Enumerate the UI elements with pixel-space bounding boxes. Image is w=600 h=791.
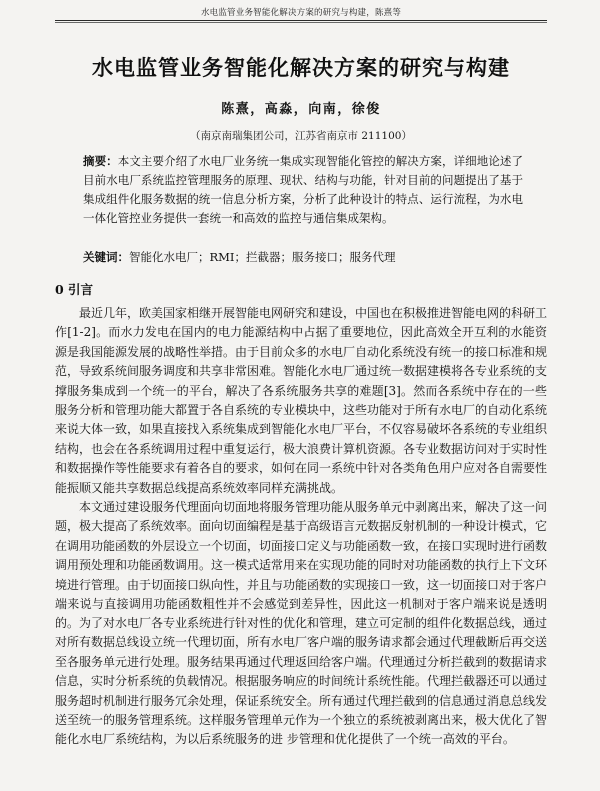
abstract-text: 本文主要介绍了水电厂业务统一集成实现智能化管控的解决方案，详细地论述了目前水电厂系统监控管理服务的原理、现状、结构与功能，针对目前的问题提出了基于集成组件化服务数据的统一信息分析方案，分析了此种设计的特点、运行流程，为水电一体化管控业务提供一套统一和高效的监控与通信集成架构。 <box>83 154 524 225</box>
keywords-label: 关键词： <box>83 250 129 264</box>
keywords-text: 智能化水电厂；RMI；拦截器；服务接口；服务代理 <box>129 250 396 264</box>
header-rule-thick <box>55 20 547 21</box>
page-title: 水电监管业务智能化解决方案的研究与构建 <box>92 55 510 80</box>
author-list: 陈熹，高淼，向南，徐俊 <box>221 102 381 117</box>
keywords-block <box>83 248 523 267</box>
header-rule-thin <box>55 22 547 23</box>
paragraph: 本文通过建设服务代理面向切面地将服务管理功能从服务单元中剥离出来，解决了这一问题，极大提高了系统效率。面向切面编程是基于高级语言元数据反射机制的一种设计模式，它在调用功能函数的外层设立一个切面，切面接口定义与功能函数一致，在接口实现时进行函数调用预处理和功能函数调用。这一模式适常用来在实现功能的同时对功能函数的执行上下文环境进行管理。由于切面接口纵向性，并且与功能函数的实现接口一致，这一切面接口对于客户端来说与直接调用功能函数粗性并不会感觉到差异性，因此这一机制对于客户端来说是透明的。 <box>55 500 548 631</box>
running-header: 水电监管业务智能化解决方案的研究与构建，陈熹等 <box>200 8 402 18</box>
abstract-block <box>83 152 523 228</box>
page-content <box>55 0 547 791</box>
section-heading-introduction: 0 引言 <box>55 282 94 297</box>
paragraph: 为了对水电厂各专业系统进行针对性的优化和管理，建立可定制的组件化数据总线，通过对所有数据总线设立统一代理切面，所有水电厂客户端的服务请求都会通过代理截断后再交送至各服务单元进行处理。服务结果再通过代理返回给客户端。代理通过分析拦截到的数据请求信息，实时分析系统的负载情况。根据服务响应的时间统计系统性能。代理拦截器还可以通过服务超时机制进行服务冗余处理，保证系统安全。所有通过代理拦截到的信息通过消息总线发送至统一的服务管理系统。这样服务管理单元作为一个独立的系统被剥离出来，极大优化了智能化水电厂系统结构，为以后系统服务的进 步管理和优化提供了一个统一高效的平台。 <box>55 616 548 747</box>
affiliation: （南京南瑞集团公司，江苏省南京市 211100） <box>190 130 412 142</box>
paragraph: 最近几年，欧美国家相继开展智能电网研究和建设，中国也在积极推进智能电网的科研工作[1-2]。而水力发电在国内的电力能源结构中占据了重要地位，因此高效全开互利的水能资源是我国能源发展的战略性举措。由于目前众多的水电厂自动化系统没有统一的接口标准和规范，导致系统间服务调度和共享非常困难。智能化水电厂通过统一数据建模将各专业系统的支撑服务集成到一个统一的平台，解决了各系统服务共享的难题[3]。然而各系统中存在的一些服务分析和管理功能大都置于各自系统的专业模块中，这些功能对于所有水电厂的自动化系统来说大体一致，如果直接找入系统集成到智能化水电厂平台，不仅容易破坏各系统的专业组织结构，也会在各系统调用过程中重复运行，极大浪费计算机资源。各专业数据访问对于实时性和数据操作等性能要求有着各自的要求，如何在同一系统中针对各类角色用户应对各自需要性能振顺又能共享数据总线提高系统效率同样充满挑战。 <box>55 306 548 495</box>
abstract-label: 摘要： <box>83 154 118 168</box>
